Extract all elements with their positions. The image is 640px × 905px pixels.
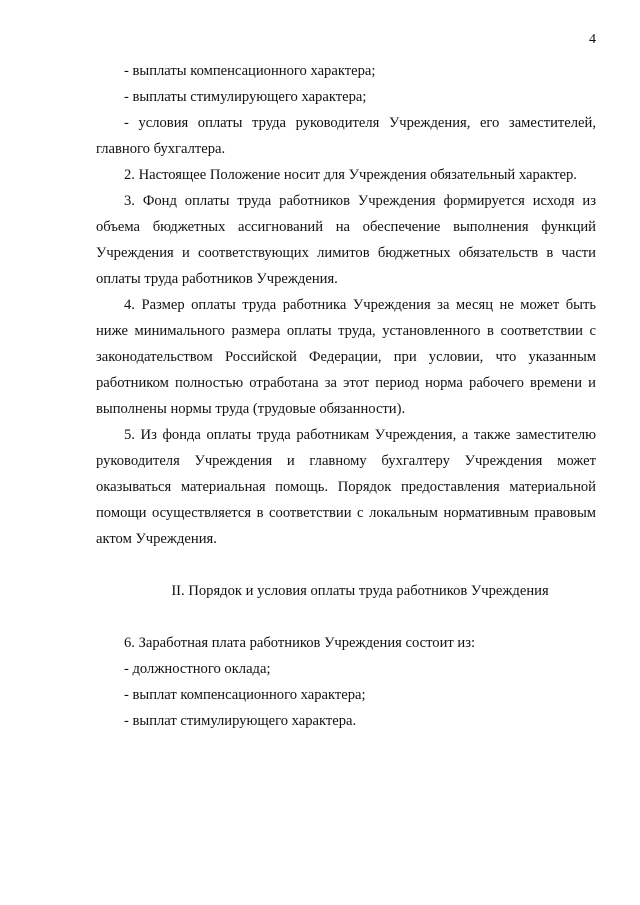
section-heading: II. Порядок и условия оплаты труда работников Учреждения — [171, 583, 549, 599]
section-spacer-bottom — [96, 604, 596, 630]
list-item-official-salary: - должностного оклада; — [124, 661, 271, 677]
section-spacer-top — [96, 552, 596, 578]
paragraph-clause-6: 6. Заработная плата работников Учреждения состоит из: — [124, 635, 476, 651]
paragraph-management-pay-conditions: - условия оплаты труда руководителя Учреждения, его заместителей, главного бухгалтера. — [96, 115, 596, 157]
paragraph-clause-4: 4. Размер оплаты труда работника Учреждения за месяц не может быть ниже минимального размера оплаты труда, установленного в соответствии с законодательством Российской Федерации, при условии, что указанным работником полностью отработана за этот период норма рабочего времени и выполнены нормы труда (трудовые обязанности). — [96, 297, 596, 417]
list-item-incentive-payments: - выплат стимулирующего характера. — [124, 713, 357, 729]
page-number: 4 — [589, 32, 596, 47]
paragraph-clause-2: 2. Настоящее Положение носит для Учреждения обязательный характер. — [124, 167, 577, 183]
document-body — [96, 58, 596, 734]
paragraph-compensation-payments: - выплаты компенсационного характера; — [124, 63, 376, 79]
list-item-compensation-payments: - выплат компенсационного характера; — [124, 687, 366, 703]
paragraph-clause-3: 3. Фонд оплаты труда работников Учреждения формируется исходя из объема бюджетных ассигнований на обеспечение выполнения функций Учреждения и соответствующих лимитов бюджетных обязательств в части оплаты труда работников Учреждения. — [96, 193, 596, 287]
paragraph-clause-5: 5. Из фонда оплаты труда работникам Учреждения, а также заместителю руководителя Учреждения и главному бухгалтеру Учреждения может оказываться материальная помощь. Порядок предоставления материальной помощи осуществляется в соответствии с локальным нормативным правовым актом Учреждения. — [96, 427, 596, 547]
paragraph-incentive-payments: - выплаты стимулирующего характера; — [124, 89, 367, 105]
